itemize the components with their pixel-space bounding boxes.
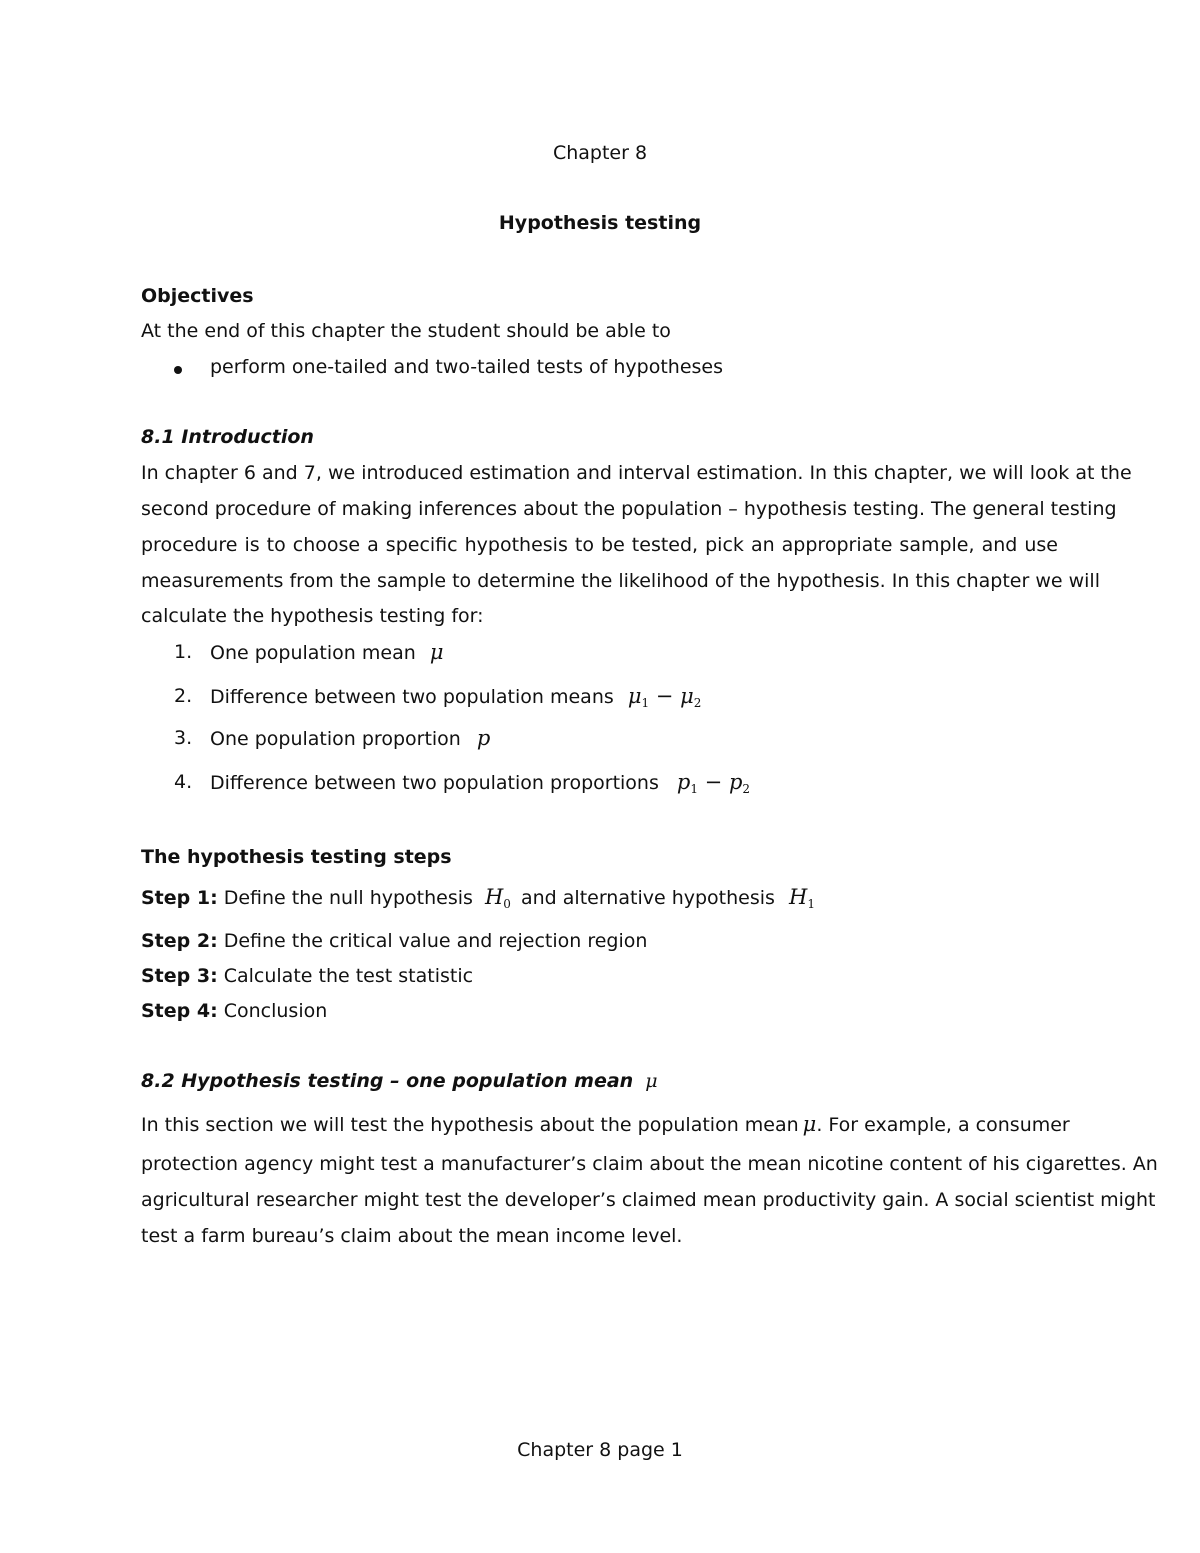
step-2 xyxy=(141,928,647,954)
list-item-text: One population proportion xyxy=(210,728,461,750)
list-item xyxy=(210,769,750,795)
paragraph-line: In this section we will test the hypothesis about the population mean μ. For example, a consumer xyxy=(141,1112,1070,1136)
list-item-text: One population mean xyxy=(210,642,416,664)
step-label: Step 2: xyxy=(141,930,218,952)
list-item-text: Difference between two population means xyxy=(210,686,614,708)
step-4 xyxy=(141,998,327,1024)
step-text: Define the null hypothesis xyxy=(217,887,473,909)
paragraph-line: second procedure of making inferences about the population – hypothesis testing. The general testing xyxy=(141,498,1117,520)
objective-item: perform one-tailed and two-tailed tests of hypotheses xyxy=(210,356,724,378)
paragraph-line: In chapter 6 and 7, we introduced estimation and interval estimation. In this chapter, we will look at the xyxy=(141,462,1132,484)
section-title-8-1: 8.1 Introduction xyxy=(141,426,314,448)
section-title-8-2: 8.2 Hypothesis testing – one population mean μ xyxy=(141,1070,658,1092)
math-p: p xyxy=(476,726,491,750)
paragraph-line: measurements from the sample to determine the likelihood of the hypothesis. In this chapter we will xyxy=(141,570,1100,592)
paragraph-line: calculate the hypothesis testing for: xyxy=(141,605,484,627)
list-item xyxy=(210,725,490,751)
step-text: and alternative hypothesis xyxy=(520,887,775,909)
page-footer: Chapter 8 page 1 xyxy=(517,1439,683,1461)
objectives-intro: At the end of this chapter the student should be able to xyxy=(141,320,671,342)
paragraph-line: protection agency might test a manufacturer’s claim about the mean nicotine content of his cigarettes. An xyxy=(141,1153,1158,1175)
step-text: Define the critical value and rejection region xyxy=(217,930,648,952)
list-item-text: Difference between two population proportions xyxy=(210,772,659,794)
list-number: 1. xyxy=(174,641,193,663)
math-mu: μ xyxy=(645,1070,658,1092)
paragraph-line: test a farm bureau’s claim about the mean income level. xyxy=(141,1225,683,1247)
math-expression: $\mu_1 - \mu_2$ xyxy=(627,684,702,710)
step-text: Conclusion xyxy=(217,1000,328,1022)
bullet-dot xyxy=(174,366,182,374)
math-mu: μ xyxy=(802,1112,817,1136)
step-text: Calculate the test statistic xyxy=(217,965,474,987)
list-item xyxy=(210,683,701,709)
chapter-title: Chapter 8 xyxy=(552,142,648,164)
math-expression: $p_1 - p_2$ xyxy=(676,770,751,796)
math-h0: $H_0$ xyxy=(484,885,511,911)
step-label: Step 1: xyxy=(141,887,218,909)
step-1 xyxy=(141,884,815,910)
steps-heading: The hypothesis testing steps xyxy=(141,846,452,868)
list-item xyxy=(210,639,443,665)
list-number: 2. xyxy=(174,685,193,707)
paragraph-line: agricultural researcher might test the developer’s claimed mean productivity gain. A social scientist might xyxy=(141,1189,1156,1211)
math-h1: $H_1$ xyxy=(788,885,815,911)
document-title: Hypothesis testing xyxy=(498,212,702,234)
list-number: 4. xyxy=(174,771,193,793)
step-label: Step 3: xyxy=(141,965,218,987)
step-label: Step 4: xyxy=(141,1000,218,1022)
objectives-heading: Objectives xyxy=(141,285,254,307)
step-3 xyxy=(141,963,473,989)
math-mu: μ xyxy=(429,640,444,664)
list-number: 3. xyxy=(174,727,193,749)
paragraph-line: procedure is to choose a specific hypothesis to be tested, pick an appropriate sample, and use xyxy=(141,534,1058,556)
